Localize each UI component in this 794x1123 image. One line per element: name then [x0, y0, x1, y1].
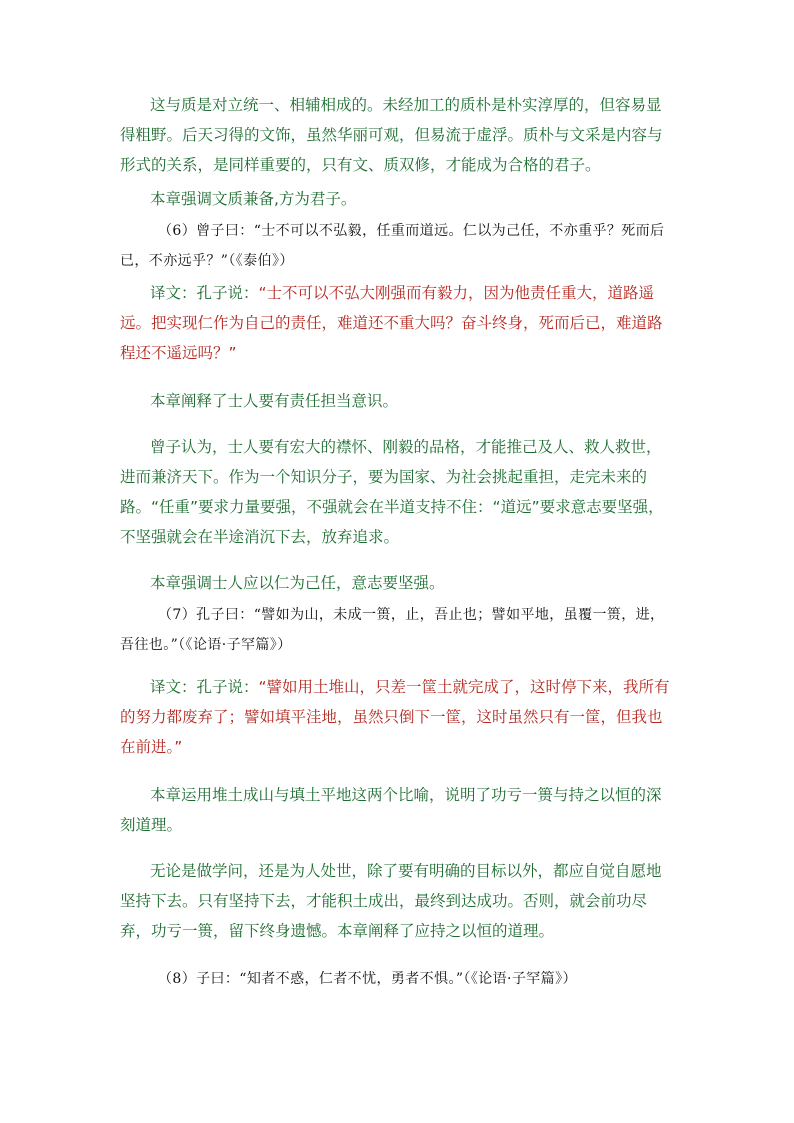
commentary-summary: 本章运用堆土成山与填土平地这两个比喻，说明了功亏一篑与持之以恒的深刻道理。 [120, 786, 662, 834]
commentary-paragraph: 这与质是对立统一、相辅相成的。未经加工的质朴是朴实淳厚的，但容易显得粗野。后天习得的文饰，虽然华丽可观，但易流于虚浮。质朴与文采是内容与形式的关系，是同样重要的，只有文、质双修，才能成为合格的君子。 [120, 96, 663, 174]
commentary-summary: 本章强调文质兼备,方为君子。 [150, 190, 357, 208]
commentary-summary: 本章强调士人应以仁为己任，意志要坚强。 [150, 574, 445, 592]
translation-body: “士不可以不弘大刚强而有毅力，因为他责任重大，道路遥远。把实现仁作为自己的责任，难道还不重大吗？奋斗终身，死而后已，难道路程还不遥远吗？” [120, 284, 663, 362]
translation-label: 译文：孔子说： [150, 678, 259, 696]
commentary-paragraph: 无论是做学问，还是为人处世，除了要有明确的目标以外，都应自觉自愿地坚持下去。只有坚持下去，才能积土成出，最终到达成功。否则，就会前功尽弃，功亏一篑，留下终身遗憾。本章阐释了应持之以恒的道理。 [120, 862, 662, 940]
quote-7: （7）孔子曰：“譬如为山，未成一篑，止，吾止也；譬如平地，虽覆一篑，进，吾往也。”（《论语·子罕篇》） [120, 607, 665, 653]
commentary-summary: 本章阐释了士人要有责任担当意识。 [150, 392, 399, 410]
translation-7 [120, 672, 676, 762]
commentary-paragraph: 曾子认为，士人要有宏大的襟怀、刚毅的品格，才能推己及人、救人救世，进而兼济天下。作为一个知识分子，要为国家、为社会挑起重担，走完未来的路。“任重”要求力量要强，不强就会在半道支持不住：“道远”要求意志要坚强，不坚强就会在半途消沉下去，放弃追求。 [120, 438, 664, 546]
quote-8: （8）子曰：“知者不惑，仁者不忧，勇者不惧。”（《论语·子罕篇》） [158, 971, 577, 987]
translation-body: “譬如用土堆山，只差一筐土就完成了，这时停下来，我所有的努力都废弃了；譬如填平洼地，虽然只倒下一筐，这时虽然只有一筐，但我也在前进。” [120, 678, 670, 756]
translation-6 [120, 278, 676, 368]
translation-label: 译文：孔子说： [150, 284, 259, 302]
quote-6: （6）曾子曰：“士不可以不弘毅，任重而道远。仁以为己任，不亦重乎？死而后已，不亦远乎？”（《泰伯》） [120, 223, 665, 269]
